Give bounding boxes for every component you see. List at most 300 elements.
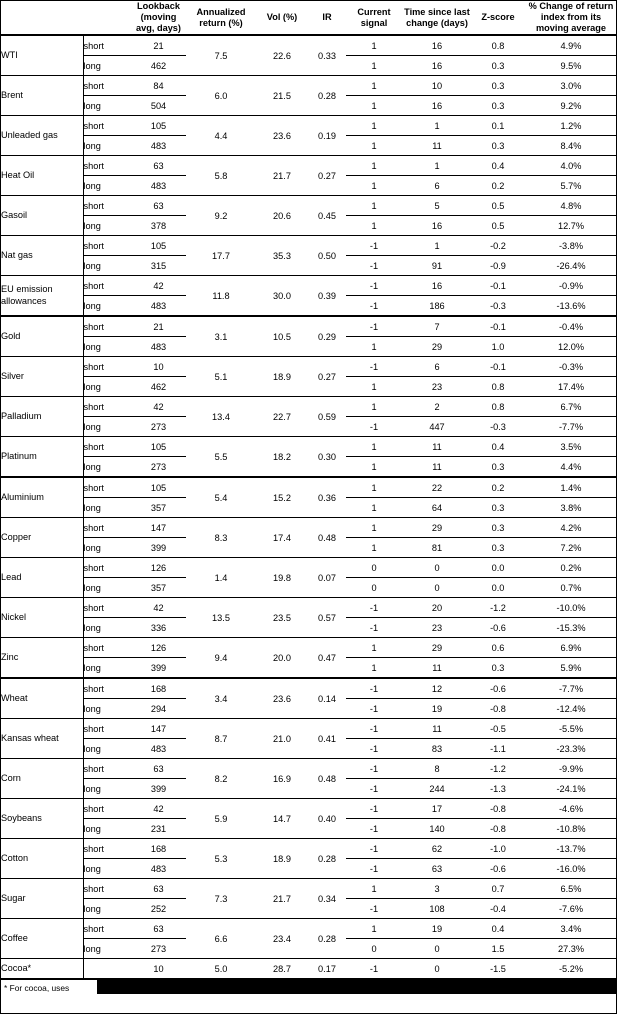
lookback-short: 147 xyxy=(131,518,186,538)
pct-change-short: 3.4% xyxy=(524,919,617,939)
pct-change-long: 9.2% xyxy=(524,96,617,116)
z-score-short: 0.4 xyxy=(472,919,524,939)
z-score-short: 0.5 xyxy=(472,196,524,216)
vol: 22.6 xyxy=(256,35,308,76)
pct-change-long: 4.4% xyxy=(524,457,617,478)
lookback-long: 357 xyxy=(131,578,186,598)
current-signal-short: 1 xyxy=(346,397,402,417)
lookback-long: 357 xyxy=(131,498,186,518)
row-label: Cotton xyxy=(1,839,83,879)
term-long: long xyxy=(83,176,131,196)
time-since-long: 23 xyxy=(402,377,472,397)
term-long: long xyxy=(83,216,131,236)
term-blank xyxy=(83,959,131,980)
row-label: Coffee xyxy=(1,919,83,959)
z-score-short: 0.0 xyxy=(472,558,524,578)
term-short: short xyxy=(83,276,131,296)
vol: 18.2 xyxy=(256,437,308,478)
ir: 0.48 xyxy=(308,518,346,558)
current-signal: -1 xyxy=(346,959,402,980)
time-since-short: 0 xyxy=(402,558,472,578)
pct-change-short: 1.4% xyxy=(524,477,617,498)
annualized-return: 7.3 xyxy=(186,879,256,919)
row-label: Copper xyxy=(1,518,83,558)
current-signal-long: -1 xyxy=(346,779,402,799)
term-short: short xyxy=(83,116,131,136)
time-since-long: 16 xyxy=(402,56,472,76)
current-signal-short: 0 xyxy=(346,558,402,578)
time-since-long: 23 xyxy=(402,618,472,638)
annualized-return: 6.6 xyxy=(186,919,256,959)
row-label: Palladium xyxy=(1,397,83,437)
current-signal-long: -1 xyxy=(346,819,402,839)
pct-change-long: 17.4% xyxy=(524,377,617,397)
lookback-short: 42 xyxy=(131,799,186,819)
term-short: short xyxy=(83,799,131,819)
annualized-return: 3.4 xyxy=(186,678,256,719)
pct-change-long: 5.9% xyxy=(524,658,617,679)
term-long: long xyxy=(83,578,131,598)
time-since-long: 140 xyxy=(402,819,472,839)
pct-change-long: -7.7% xyxy=(524,417,617,437)
pct-change-short: -4.6% xyxy=(524,799,617,819)
time-since-short: 16 xyxy=(402,35,472,56)
annualized-return: 5.8 xyxy=(186,156,256,196)
lookback-short: 126 xyxy=(131,638,186,658)
row-label: Kansas wheat xyxy=(1,719,83,759)
vol: 21.7 xyxy=(256,156,308,196)
pct-change-short: -9.9% xyxy=(524,759,617,779)
ir: 0.28 xyxy=(308,919,346,959)
vol: 10.5 xyxy=(256,316,308,357)
time-since-long: 19 xyxy=(402,699,472,719)
time-since-short: 11 xyxy=(402,719,472,739)
row-label: Platinum xyxy=(1,437,83,478)
pct-change-long: -13.6% xyxy=(524,296,617,317)
pct-change-short: 1.2% xyxy=(524,116,617,136)
term-long: long xyxy=(83,779,131,799)
pct-change-short: 4.2% xyxy=(524,518,617,538)
header-lookback: Lookback (moving avg, days) xyxy=(131,1,186,35)
time-since-short: 16 xyxy=(402,276,472,296)
pct-change-short: 4.0% xyxy=(524,156,617,176)
lookback-short: 126 xyxy=(131,558,186,578)
pct-change-short: -7.7% xyxy=(524,678,617,699)
current-signal-long: 1 xyxy=(346,136,402,156)
lookback-short: 147 xyxy=(131,719,186,739)
z-score-long: 0.3 xyxy=(472,56,524,76)
lookback-short: 63 xyxy=(131,879,186,899)
time-since-long: 64 xyxy=(402,498,472,518)
current-signal-long: 1 xyxy=(346,216,402,236)
term-short: short xyxy=(83,759,131,779)
row-label: Heat Oil xyxy=(1,156,83,196)
time-since-long: 16 xyxy=(402,216,472,236)
z-score-long: -1.3 xyxy=(472,779,524,799)
pct-change-long: 7.2% xyxy=(524,538,617,558)
time-since-long: 83 xyxy=(402,739,472,759)
lookback-long: 273 xyxy=(131,417,186,437)
table-row xyxy=(1,759,617,779)
row-label: Nat gas xyxy=(1,236,83,276)
z-score-short: -1.2 xyxy=(472,759,524,779)
vol: 35.3 xyxy=(256,236,308,276)
current-signal-short: -1 xyxy=(346,316,402,337)
ir: 0.14 xyxy=(308,678,346,719)
term-long: long xyxy=(83,457,131,478)
annualized-return: 8.2 xyxy=(186,759,256,799)
table-row xyxy=(1,437,617,457)
term-short: short xyxy=(83,76,131,96)
time-since-short: 1 xyxy=(402,236,472,256)
lookback-long: 483 xyxy=(131,296,186,317)
z-score-long: 0.5 xyxy=(472,216,524,236)
ir: 0.28 xyxy=(308,839,346,879)
current-signal-long: -1 xyxy=(346,859,402,879)
current-signal-short: 1 xyxy=(346,156,402,176)
pct-change-long: -15.3% xyxy=(524,618,617,638)
vol: 14.7 xyxy=(256,799,308,839)
pct-change-short: 3.5% xyxy=(524,437,617,457)
pct-change-short: 6.9% xyxy=(524,638,617,658)
time-since-short: 22 xyxy=(402,477,472,498)
row-label: Aluminium xyxy=(1,477,83,518)
term-short: short xyxy=(83,879,131,899)
lookback-long: 315 xyxy=(131,256,186,276)
z-score-long: 0.3 xyxy=(472,136,524,156)
term-long: long xyxy=(83,899,131,919)
term-short: short xyxy=(83,598,131,618)
header-annualized-return: Annualized return (%) xyxy=(186,1,256,35)
current-signal-short: -1 xyxy=(346,799,402,819)
pct-change-long: 0.7% xyxy=(524,578,617,598)
current-signal-short: 1 xyxy=(346,638,402,658)
row-label: EU emission allowances xyxy=(1,276,83,317)
pct-change-long: 5.7% xyxy=(524,176,617,196)
term-short: short xyxy=(83,357,131,377)
pct-change-short: 4.9% xyxy=(524,35,617,56)
lookback-short: 21 xyxy=(131,316,186,337)
lookback-short: 21 xyxy=(131,35,186,56)
annualized-return: 5.3 xyxy=(186,839,256,879)
lookback-long: 483 xyxy=(131,739,186,759)
lookback-long: 294 xyxy=(131,699,186,719)
current-signal-long: 0 xyxy=(346,939,402,959)
vol: 18.9 xyxy=(256,357,308,397)
z-score-long: -0.6 xyxy=(472,618,524,638)
z-score-long: 0.3 xyxy=(472,498,524,518)
lookback-long: 483 xyxy=(131,337,186,357)
term-long: long xyxy=(83,618,131,638)
pct-change-long: 8.4% xyxy=(524,136,617,156)
ir: 0.28 xyxy=(308,76,346,116)
time-since-short: 19 xyxy=(402,919,472,939)
z-score-short: -1.2 xyxy=(472,598,524,618)
annualized-return: 1.4 xyxy=(186,558,256,598)
table-footnote xyxy=(1,980,616,994)
ir: 0.33 xyxy=(308,35,346,76)
current-signal-short: -1 xyxy=(346,839,402,859)
row-label: Nickel xyxy=(1,598,83,638)
term-long: long xyxy=(83,417,131,437)
term-long: long xyxy=(83,96,131,116)
current-signal-short: 1 xyxy=(346,196,402,216)
time-since-long: 244 xyxy=(402,779,472,799)
z-score-long: -0.8 xyxy=(472,819,524,839)
term-short: short xyxy=(83,678,131,699)
table-row xyxy=(1,598,617,618)
time-since-long: 6 xyxy=(402,176,472,196)
z-score-short: 0.4 xyxy=(472,156,524,176)
pct-change-long: -10.8% xyxy=(524,819,617,839)
current-signal-long: -1 xyxy=(346,296,402,317)
commodity-signals-table xyxy=(1,1,617,980)
vol: 30.0 xyxy=(256,276,308,317)
lookback-long: 483 xyxy=(131,136,186,156)
pct-change-long: 12.7% xyxy=(524,216,617,236)
time-since-short: 10 xyxy=(402,76,472,96)
current-signal-long: 1 xyxy=(346,658,402,679)
term-long: long xyxy=(83,939,131,959)
pct-change-short: 3.0% xyxy=(524,76,617,96)
term-long: long xyxy=(83,296,131,317)
annualized-return: 9.2 xyxy=(186,196,256,236)
annualized-return: 17.7 xyxy=(186,236,256,276)
z-score-short: 0.8 xyxy=(472,35,524,56)
pct-change-long: 27.3% xyxy=(524,939,617,959)
time-since-short: 29 xyxy=(402,638,472,658)
term-short: short xyxy=(83,397,131,417)
z-score-short: -0.1 xyxy=(472,276,524,296)
table-row xyxy=(1,799,617,819)
table-row xyxy=(1,719,617,739)
term-long: long xyxy=(83,699,131,719)
table-row xyxy=(1,196,617,216)
time-since-long: 29 xyxy=(402,337,472,357)
z-score-long: -0.3 xyxy=(472,296,524,317)
pct-change-short: -5.5% xyxy=(524,719,617,739)
term-short: short xyxy=(83,236,131,256)
row-label: Lead xyxy=(1,558,83,598)
lookback-long: 399 xyxy=(131,658,186,679)
term-short: short xyxy=(83,477,131,498)
current-signal-long: -1 xyxy=(346,417,402,437)
term-long: long xyxy=(83,498,131,518)
table-row xyxy=(1,919,617,939)
z-score-long: 0.3 xyxy=(472,658,524,679)
redaction-bar xyxy=(97,980,616,994)
time-since-short: 2 xyxy=(402,397,472,417)
lookback-short: 42 xyxy=(131,598,186,618)
vol: 21.0 xyxy=(256,719,308,759)
row-label: Sugar xyxy=(1,879,83,919)
header-blank-term xyxy=(83,1,131,35)
time-since-short: 6 xyxy=(402,357,472,377)
z-score-long: 0.3 xyxy=(472,457,524,478)
header-current-signal: Current signal xyxy=(346,1,402,35)
term-long: long xyxy=(83,56,131,76)
vol: 21.5 xyxy=(256,76,308,116)
lookback-long: 252 xyxy=(131,899,186,919)
lookback-long: 483 xyxy=(131,176,186,196)
ir: 0.27 xyxy=(308,156,346,196)
lookback-short: 168 xyxy=(131,678,186,699)
pct-change-short: -0.9% xyxy=(524,276,617,296)
pct-change: -5.2% xyxy=(524,959,617,980)
vol: 22.7 xyxy=(256,397,308,437)
lookback-long: 504 xyxy=(131,96,186,116)
time-since-short: 1 xyxy=(402,156,472,176)
vol: 17.4 xyxy=(256,518,308,558)
lookback-short: 10 xyxy=(131,357,186,377)
lookback-long: 483 xyxy=(131,859,186,879)
table-row xyxy=(1,518,617,538)
header-z-score: Z-score xyxy=(472,1,524,35)
term-short: short xyxy=(83,437,131,457)
ir: 0.41 xyxy=(308,719,346,759)
current-signal-short: -1 xyxy=(346,357,402,377)
current-signal-short: -1 xyxy=(346,719,402,739)
ir: 0.48 xyxy=(308,759,346,799)
z-score-short: -0.8 xyxy=(472,799,524,819)
term-short: short xyxy=(83,35,131,56)
z-score-long: 0.3 xyxy=(472,96,524,116)
lookback-short: 84 xyxy=(131,76,186,96)
current-signal-short: 1 xyxy=(346,35,402,56)
annualized-return: 5.5 xyxy=(186,437,256,478)
ir: 0.07 xyxy=(308,558,346,598)
z-score-long: -0.3 xyxy=(472,417,524,437)
vol: 18.9 xyxy=(256,839,308,879)
time-since-long: 81 xyxy=(402,538,472,558)
row-label: Zinc xyxy=(1,638,83,679)
current-signal-long: 1 xyxy=(346,538,402,558)
time-since-long: 0 xyxy=(402,578,472,598)
z-score-short: 0.3 xyxy=(472,518,524,538)
table-row xyxy=(1,236,617,256)
header-pct-change: % Change of return index from its moving average xyxy=(524,1,617,35)
z-score-short: -0.1 xyxy=(472,357,524,377)
lookback-long: 462 xyxy=(131,56,186,76)
lookback-long: 399 xyxy=(131,779,186,799)
ir: 0.39 xyxy=(308,276,346,317)
ir: 0.34 xyxy=(308,879,346,919)
pct-change-short: 6.5% xyxy=(524,879,617,899)
vol: 23.6 xyxy=(256,116,308,156)
annualized-return: 13.5 xyxy=(186,598,256,638)
annualized-return: 7.5 xyxy=(186,35,256,76)
header-time-since-last-change: Time since last change (days) xyxy=(402,1,472,35)
time-since-short: 62 xyxy=(402,839,472,859)
term-long: long xyxy=(83,658,131,679)
annualized-return: 8.3 xyxy=(186,518,256,558)
current-signal-short: 1 xyxy=(346,919,402,939)
z-score-short: 0.1 xyxy=(472,116,524,136)
pct-change-long: -12.4% xyxy=(524,699,617,719)
pct-change-short: -0.4% xyxy=(524,316,617,337)
ir: 0.27 xyxy=(308,357,346,397)
time-since-long: 447 xyxy=(402,417,472,437)
time-since-short: 29 xyxy=(402,518,472,538)
lookback-short: 63 xyxy=(131,156,186,176)
term-long: long xyxy=(83,136,131,156)
table-row xyxy=(1,316,617,337)
pct-change-long: 3.8% xyxy=(524,498,617,518)
row-label: WTI xyxy=(1,35,83,76)
current-signal-short: -1 xyxy=(346,759,402,779)
z-score-short: -0.6 xyxy=(472,678,524,699)
z-score-long: 0.0 xyxy=(472,578,524,598)
lookback-short: 105 xyxy=(131,477,186,498)
vol: 28.7 xyxy=(256,959,308,980)
row-label: Brent xyxy=(1,76,83,116)
lookback-short: 63 xyxy=(131,919,186,939)
table-row xyxy=(1,357,617,377)
z-score-short: -0.1 xyxy=(472,316,524,337)
lookback-long: 273 xyxy=(131,939,186,959)
annualized-return: 5.1 xyxy=(186,357,256,397)
term-short: short xyxy=(83,558,131,578)
current-signal-short: 1 xyxy=(346,116,402,136)
term-short: short xyxy=(83,719,131,739)
annualized-return: 5.9 xyxy=(186,799,256,839)
vol: 23.4 xyxy=(256,919,308,959)
row-label: Gold xyxy=(1,316,83,357)
lookback-short: 105 xyxy=(131,116,186,136)
z-score-long: 0.2 xyxy=(472,176,524,196)
current-signal-long: 1 xyxy=(346,498,402,518)
current-signal-short: 1 xyxy=(346,437,402,457)
term-short: short xyxy=(83,316,131,337)
current-signal-long: 1 xyxy=(346,96,402,116)
ir: 0.50 xyxy=(308,236,346,276)
z-score-short: 0.4 xyxy=(472,437,524,457)
term-long: long xyxy=(83,819,131,839)
current-signal-long: 1 xyxy=(346,457,402,478)
pct-change-short: -3.8% xyxy=(524,236,617,256)
z-score-long: -1.1 xyxy=(472,739,524,759)
current-signal-long: 0 xyxy=(346,578,402,598)
time-since-long: 11 xyxy=(402,136,472,156)
table-header xyxy=(1,1,617,35)
time-since-short: 12 xyxy=(402,678,472,699)
vol: 19.8 xyxy=(256,558,308,598)
z-score: -1.5 xyxy=(472,959,524,980)
current-signal-long: 1 xyxy=(346,377,402,397)
current-signal-long: -1 xyxy=(346,739,402,759)
time-since-short: 17 xyxy=(402,799,472,819)
term-short: short xyxy=(83,919,131,939)
time-since-long: 63 xyxy=(402,859,472,879)
lookback-long: 462 xyxy=(131,377,186,397)
z-score-short: -1.0 xyxy=(472,839,524,859)
current-signal-long: 1 xyxy=(346,337,402,357)
ir: 0.17 xyxy=(308,959,346,980)
z-score-short: 0.3 xyxy=(472,76,524,96)
z-score-short: 0.6 xyxy=(472,638,524,658)
pct-change-long: 9.5% xyxy=(524,56,617,76)
pct-change-short: -0.3% xyxy=(524,357,617,377)
row-label: Cocoa* xyxy=(1,959,83,980)
annualized-return: 5.0 xyxy=(186,959,256,980)
z-score-long: -0.6 xyxy=(472,859,524,879)
current-signal-short: -1 xyxy=(346,598,402,618)
pct-change-short: 4.8% xyxy=(524,196,617,216)
current-signal-long: 1 xyxy=(346,56,402,76)
ir: 0.47 xyxy=(308,638,346,679)
current-signal-short: 1 xyxy=(346,879,402,899)
annualized-return: 3.1 xyxy=(186,316,256,357)
